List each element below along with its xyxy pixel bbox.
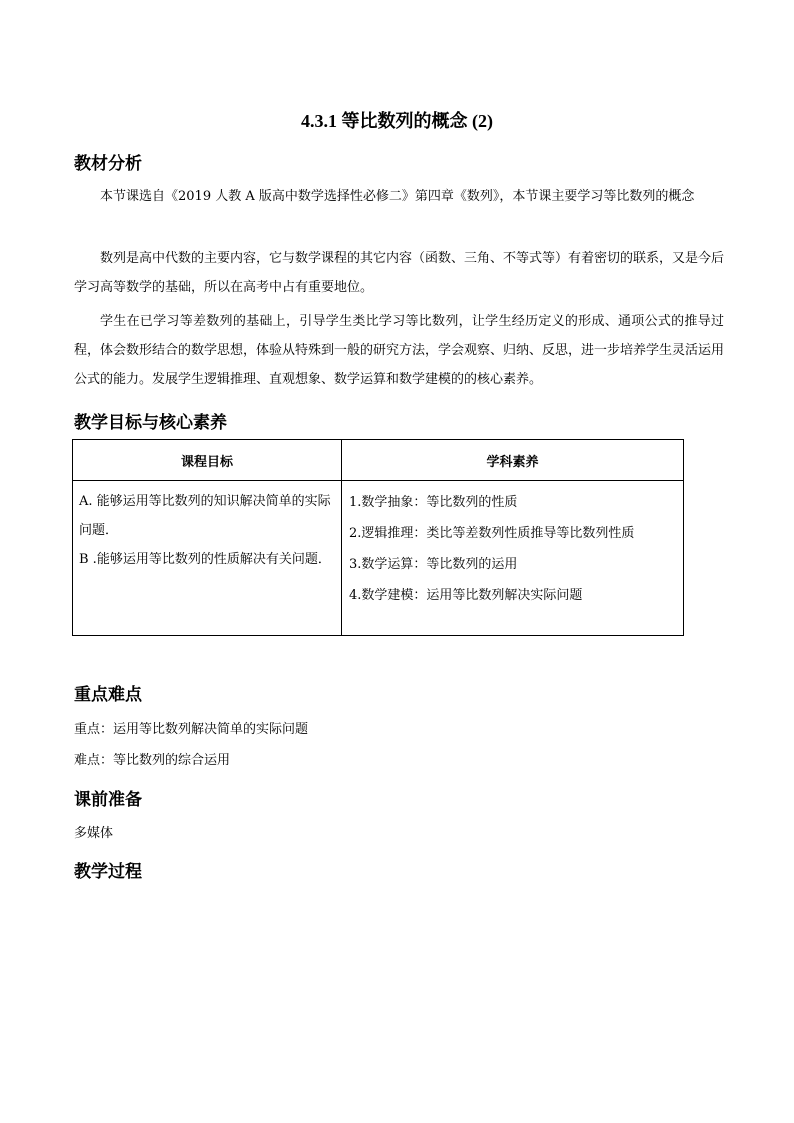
document-title: 4.3.1 等比数列的概念 (2) xyxy=(301,111,493,131)
goals-col-header-literacy: 学科素养 xyxy=(342,440,684,481)
objectives-cell xyxy=(73,481,342,636)
literacy-item-2: 2.逻辑推理：类比等差数列性质推导等比数列性质 xyxy=(349,526,635,541)
prep-text: 多媒体 xyxy=(74,826,114,841)
goals-table xyxy=(72,439,684,636)
literacy-item-3: 3.数学运算：等比数列的运用 xyxy=(349,557,518,572)
section-heading-goals: 教学目标与核心素养 xyxy=(74,413,227,433)
goals-col-header-objectives: 课程目标 xyxy=(73,440,342,481)
section-heading-keypoints: 重点难点 xyxy=(74,685,142,705)
section-heading-process: 教学过程 xyxy=(74,862,142,882)
analysis-paragraph-2: 数列是高中代数的主要内容，它与数学课程的其它内容（函数、三角、不等式等）有着密切的联系，又是今后学习高等数学的基础，所以在高考中占有重要地位。 xyxy=(74,251,725,295)
analysis-paragraph-1: 本节课选自《2019 人教 A 版高中数学选择性必修二》第四章《数列》，本节课主要学习等比数列的概念 xyxy=(100,189,695,204)
section-heading-analysis: 教材分析 xyxy=(74,154,142,174)
literacy-item-4: 4.数学建模：运用等比数列解决实际问题 xyxy=(349,588,583,603)
goals-table-header-row xyxy=(73,440,684,481)
literacy-cell xyxy=(342,481,684,636)
keypoint-difficulty: 难点：等比数列的综合运用 xyxy=(74,753,231,768)
analysis-paragraph-3: 学生在已学习等差数列的基础上，引导学生类比学习等比数列，让学生经历定义的形成、通项公式的推导过程，体会数形结合的数学思想，体验从特殊到一般的研究方法，学会观察、归纳、反思，进一步培养学生灵活运用公式的能力。发展学生逻辑推理、直观想象、数学运算和数学建模的的核心素养。 xyxy=(74,314,725,387)
goals-table-row xyxy=(73,481,684,636)
keypoint-focus: 重点：运用等比数列解决简单的实际问题 xyxy=(74,722,309,737)
objective-item-b: B .能够运用等比数列的性质解决有关问题． xyxy=(79,552,331,567)
literacy-item-1: 1.数学抽象：等比数列的性质 xyxy=(349,495,518,510)
objective-item-a: A. 能够运用等比数列的知识解决简单的实际问题． xyxy=(79,494,331,538)
section-heading-prep: 课前准备 xyxy=(74,790,142,810)
